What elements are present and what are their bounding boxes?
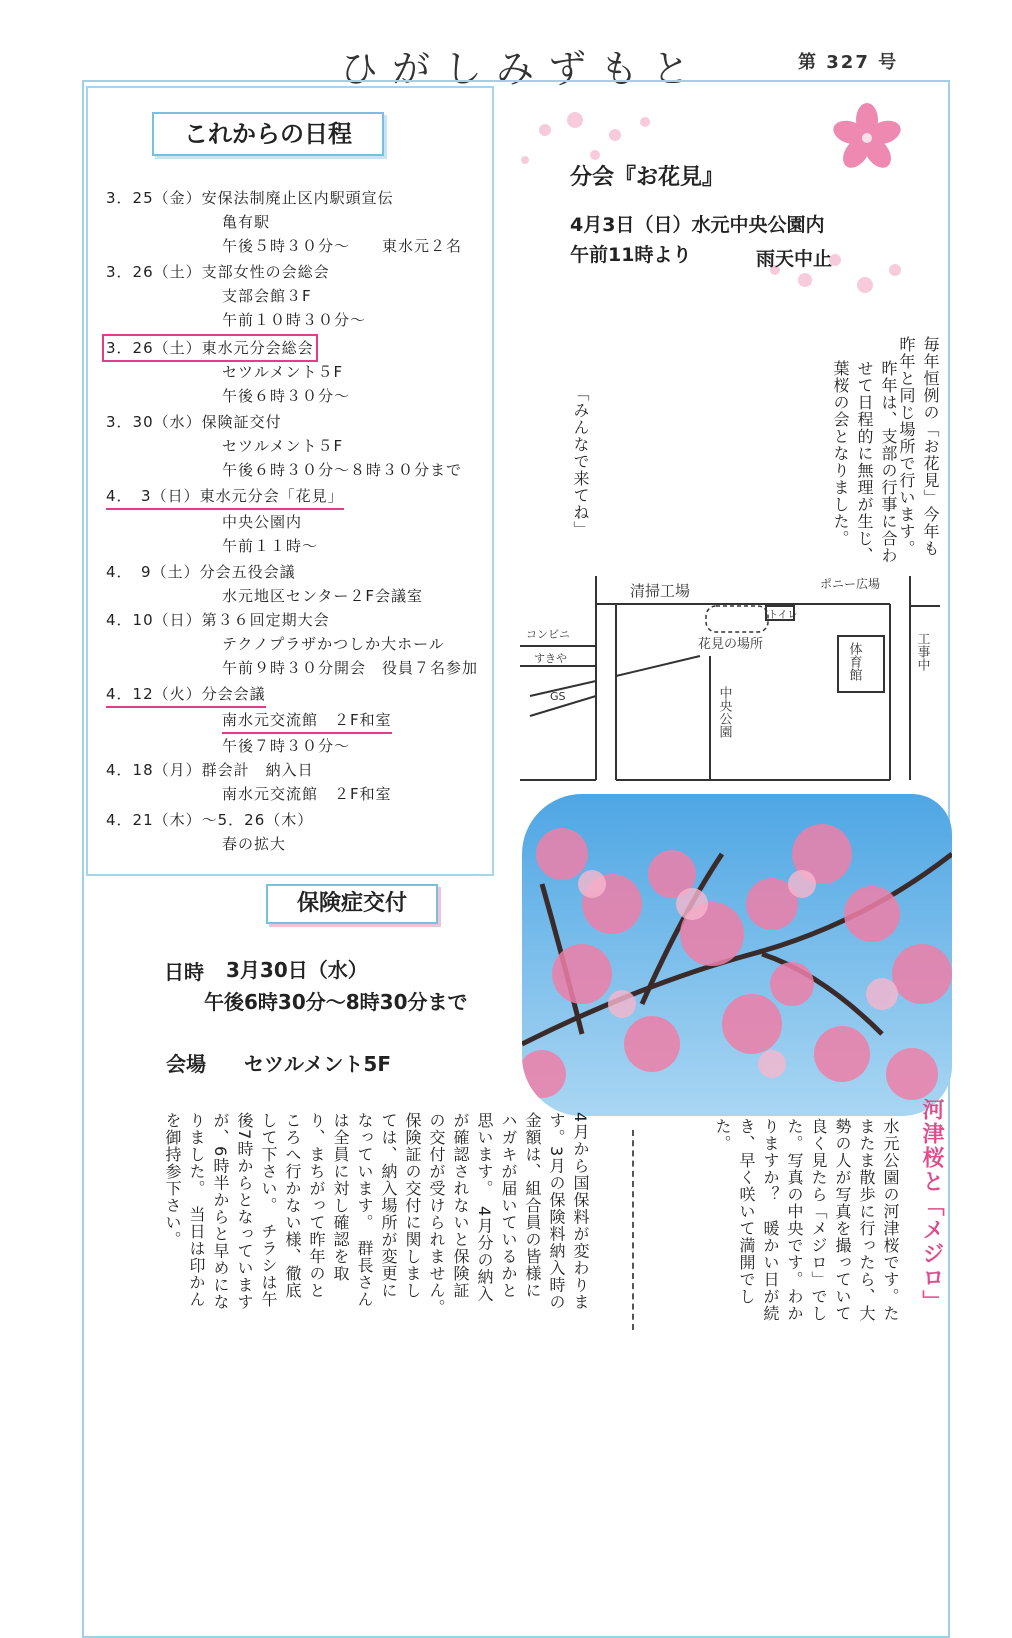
insurance-paragraph: 保険証の交付に関しましては、納入場所が変更になっています。	[355, 1112, 422, 1299]
schedule-line: 4．18（月）群会計 納入日	[106, 761, 314, 779]
kawazu-body: 水元公園の河津桜です。たまたま散歩に行ったら、大勢の人が写真を撮っていて良く見たら「メジロ」でした。写真の中央です。わかりますか？ 暖かい日が続き、早く咲いて満開でした。	[713, 1118, 900, 1322]
schedule-line: 春の拡大	[222, 835, 287, 853]
schedule-line: 中央公園内	[222, 513, 303, 531]
schedule-line: 午後７時３０分～	[222, 737, 351, 755]
schedule-line: テクノプラザかつしか大ホール	[222, 635, 445, 653]
insurance-body	[112, 1112, 592, 1312]
ohanami-title: 分会『お花見』	[570, 165, 725, 190]
insurance-date: 3月30日（水）	[226, 958, 368, 982]
sakura-photo-image	[522, 794, 952, 1116]
schedule-line: 午後６時３０分～８時３０分まで	[222, 461, 463, 479]
map-label-plant: 清掃工場	[630, 582, 691, 600]
schedule-line: 亀有駅	[222, 213, 271, 231]
map-label-toilet: トイレ	[768, 610, 798, 621]
schedule-line: 支部会館３F	[222, 287, 312, 305]
map-label-park: 中央公園	[716, 686, 732, 738]
ohanami-date: 4月3日（日）水元中央公園内	[570, 214, 825, 236]
schedule-line: 3．26（土）支部女性の会総会	[106, 263, 330, 281]
schedule-line: 水元地区センター２F会議室	[222, 587, 424, 605]
map-label-gs: GS	[550, 690, 566, 703]
schedule-line: セツルメント５F	[222, 437, 344, 455]
insurance-venue: セツルメント5F	[244, 1052, 391, 1076]
schedule-line-highlighted: 3．26（土）東水元分会総会	[102, 334, 318, 362]
column-separator	[632, 1130, 634, 1330]
map-label-spot: 花見の場所	[698, 637, 764, 652]
newsletter-title: ひがしみずもと	[340, 47, 705, 91]
ohanami-body: 昨年は、支部の行事に合わせて日程的に無理が生じ、葉桜の会となりました。	[831, 360, 898, 564]
ohanami-rain: 雨天中止	[756, 248, 833, 270]
schedule-line: 3．30（水）保険証交付	[106, 413, 282, 431]
ohanami-body: 毎年恒例の「お花見」今年も昨年と同じ場所で行います。	[897, 336, 940, 557]
schedule-line: 南水元交流館 ２F和室	[222, 785, 392, 803]
park-map	[520, 566, 950, 786]
schedule-line: 午後５時３０分～ 東水元２名	[222, 237, 463, 255]
insurance-paragraph: チラシは午後7時からとなっていますが、6時半からと早めになりました。	[187, 1112, 278, 1311]
schedule-line: 4． 9（土）分会五役会議	[106, 563, 296, 581]
schedule-line-highlighted: 4．12（火）分会会議	[106, 682, 266, 708]
insurance-date-label: 日時	[164, 960, 204, 984]
insurance-banner: 保険症交付	[266, 884, 438, 924]
schedule-line: 午前９時３０分開会 役員７名参加	[222, 659, 479, 677]
schedule-line-highlighted: 4． 3（日）東水元分会「花見」	[106, 484, 344, 510]
insurance-paragraph: 群長さんは全員に対し確認を取り、まちがって昨年のところへ行かない様、徹底して下さい。	[259, 1112, 374, 1308]
ohanami-time: 午前11時より	[570, 244, 692, 266]
map-label-pony: ポニー広場	[820, 577, 881, 591]
insurance-time: 午後6時30分～8時30分まで	[204, 990, 468, 1014]
schedule-line: 午前１１時～	[222, 537, 319, 555]
schedule-line: 3．25（金）安保法制廃止区内駅頭宣伝	[106, 189, 394, 207]
sakura-photo	[522, 794, 952, 1116]
schedule-line: 4．21（木）～5．26（木）	[106, 811, 314, 829]
map-label-conv: コンビニ	[526, 628, 570, 641]
insurance-paragraph: 4月から国保料が変わります。3月の保険料納入時の金額は、組合員の皆様にハガキが届いているかと思います。	[475, 1112, 590, 1311]
schedule-line: 午前１０時３０分～	[222, 311, 367, 329]
insurance-paragraph: 当日は印かんを御持参下さい。	[163, 1112, 206, 1308]
schedule-line: 4．10（日）第３６回定期大会	[106, 611, 330, 629]
schedule-line: セツルメント５F	[222, 363, 344, 381]
sakura-decoration	[505, 100, 925, 300]
schedule-banner: これからの日程	[152, 112, 384, 156]
schedule-line: 午後６時３０分～	[222, 387, 351, 405]
map-label-gym: 体育館	[846, 642, 862, 681]
schedule-line-highlighted: 南水元交流館 ２F和室	[222, 708, 392, 734]
map-label-construction: 工事中	[914, 632, 930, 671]
map-label-sukiya: すきや	[534, 652, 567, 665]
ohanami-callout: 「みんなで来てね」	[571, 385, 590, 538]
issue-number: 第 327 号	[798, 52, 899, 73]
kawazu-title: 河津桜と「メジロ」	[919, 1098, 944, 1314]
insurance-venue-label: 会場	[166, 1052, 206, 1076]
insurance-paragraph: 4月分の納入が確認されないと保険証の交付が受けられません。	[427, 1112, 494, 1308]
